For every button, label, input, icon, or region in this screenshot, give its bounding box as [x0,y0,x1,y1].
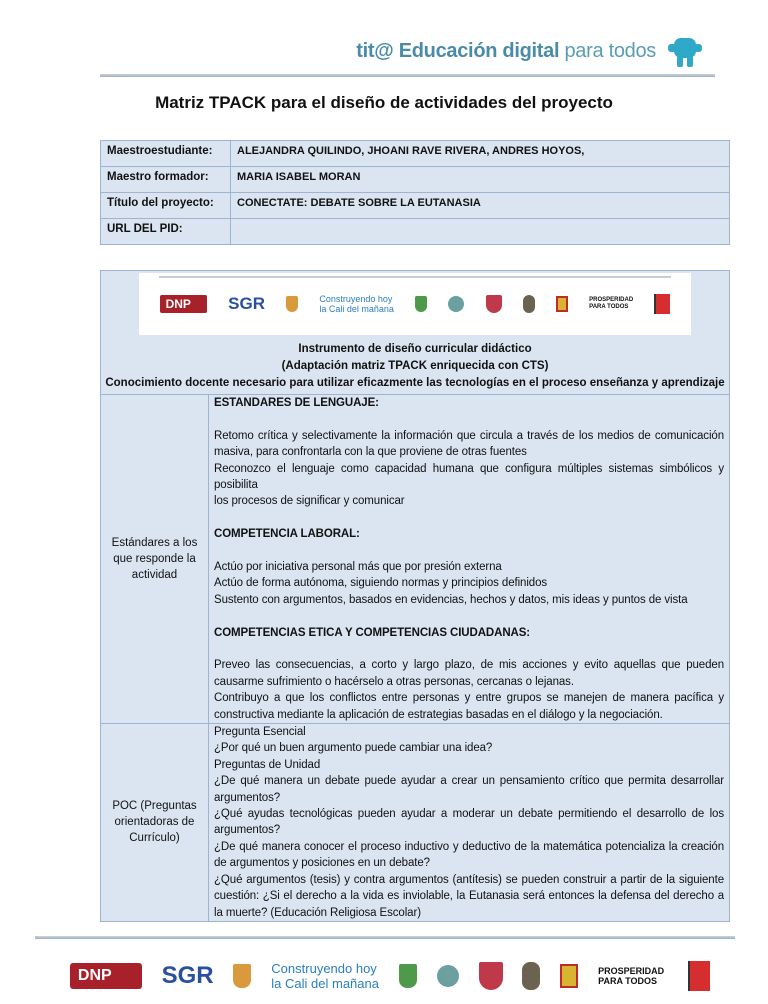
table-row [101,193,730,219]
standard-item: Reconozco el lenguaje como capacidad humana que configura múltiples sistemas simbólicos y posibilita [214,462,724,492]
info-label: Título del proyecto: [101,193,231,219]
info-label: URL DEL PID: [101,219,231,245]
cali-shield-logo [233,964,251,988]
instrument-header [101,335,729,394]
dagua-logo [448,296,464,312]
info-label: Maestro formador: [101,167,231,193]
standards-content [209,395,730,724]
project-info-table [100,140,730,245]
brand-text-digital: digital [502,40,560,62]
dnp-logo: DNP [160,295,207,313]
table-row [101,271,730,395]
valle-logo [399,964,417,988]
mascot-icon [668,36,702,68]
poc-line: Pregunta Esencial [214,726,306,739]
cali-text-2: la Cali del mañana [271,976,379,992]
instrument-subtitle: (Adaptación matriz TPACK enriquecida con CTS) [281,360,549,372]
section-heading: ESTANDARES DE LENGUAJE: [214,397,379,409]
standard-item: Preveo las consecuencias, a corto y largo plazo, de mis acciones y evito aquellas que pueden causarme sufrimiento o hacérselo a otras personas, cercanas o lejanas. [214,659,724,688]
yumbo-logo [560,964,578,988]
shield-logo [486,295,502,313]
shield-logo [479,962,503,990]
standard-item: Actúo de forma autónoma, siguiendo normas y principios definidos [214,577,548,590]
cali-logo [319,294,394,314]
info-label: Maestroestudiante: [101,141,231,167]
table-row [101,395,730,724]
section-heading: COMPETENCIAS ETICA Y COMPETENCIAS CIUDADANAS: [214,626,531,639]
poc-line: ¿Qué ayudas tecnológicas pueden ayudar a moderar un debate permitiendo el desarrollo de los argumentos? [214,808,724,837]
yumbo-logo [556,296,568,312]
poc-line: ¿Por qué un buen argumento puede cambiar una idea? [214,742,493,755]
section-heading: COMPETENCIA LABORAL: [214,528,360,541]
standard-item: Retomo crítica y selectivamente la información que circula a través de los medios de comunicación masiva, para confrontarla con la que proviene de otras fuentes [214,429,724,459]
dagua-logo [437,965,459,987]
poc-line: ¿Qué argumentos (tesis) y contra argumentos (antítesis) se pueden construir a partir de la siguiente cuestión: ¿Si el derecho a la vida es inviolable, la Eutanasia será entonces la defensa del derecho a la muerte? (Educación Religiosa Escolar) [214,873,724,919]
brand-text-light: para todos [564,40,656,62]
table-row [101,219,730,245]
cali-shield-logo [286,296,298,312]
owl-logo [522,962,540,990]
univalle-logo [654,294,670,314]
univalle-logo [688,961,710,991]
instrument-description: Conocimiento docente necesario para utilizar eficazmente las tecnologías en el proceso enseñanza y aprendizaje [105,377,725,389]
brand-text: tit@ Educación [356,40,498,62]
main-flow [77,270,730,1004]
table-row [101,724,730,922]
poc-line: ¿De qué manera conocer el proceso inductivo y deductivo de la matemática potencializa la creación de argumentos y posiciones en un debate? [214,840,724,870]
info-value: ALEJANDRA QUILINDO, JHOANI RAVE RIVERA, ANDRES HOYOS, [231,141,730,167]
instrument-title: Instrumento de diseño curricular didáctico [298,343,532,355]
sponsor-logos [139,273,691,335]
table-row [101,141,730,167]
prosperidad-logo: PROSPERIDAD PARA TODOS [589,297,634,310]
info-value: MARIA ISABEL MORAN [231,167,730,193]
cali-text-2: la Cali del mañana [319,304,394,314]
header-divider [100,74,715,77]
standard-item: Actúo por iniciativa personal más que por presión externa [214,561,502,574]
brand-logo [356,40,656,63]
sgr-logo: SGR [228,294,265,313]
info-value [231,219,730,245]
standards-label: Estándares a los que responde la actividad [101,395,209,724]
standard-item: Sustento con argumentos, basados en evidencias, hechos y datos, mis ideas y puntos de vista [214,593,688,606]
footer-divider [35,936,735,939]
footer-logos [50,949,730,1004]
poc-line: ¿De qué manera un debate puede ayudar a crear un pensamiento crítico que permita desarrollar argumentos? [214,775,724,804]
page-title: Matriz TPACK para el diseño de actividades del proyecto [155,93,613,112]
info-value: CONECTATE: DEBATE SOBRE LA EUTANASIA [231,193,730,219]
poc-label: POC (Preguntas orientadoras de Currículo) [101,724,209,922]
cali-logo [271,961,379,991]
tpack-matrix-table [100,270,730,922]
owl-logo [523,295,535,313]
prosperidad-logo: PROSPERIDAD PARA TODOS [598,966,665,987]
poc-content [209,724,730,922]
cali-text-1: Construyendo hoy [271,961,377,977]
standard-item: Contribuyo a que los conflictos entre personas y entre grupos se manejen de manera pacífica y constructiva mediante la aplicación de estrategias basadas en el diálogo y la negociación. [214,692,724,721]
standard-item: los procesos de significar y comunicar [214,495,405,508]
valle-logo [415,296,427,312]
cali-text-1: Construyendo hoy [319,294,393,304]
dnp-logo: DNP [70,963,142,989]
table-row [101,167,730,193]
poc-line: Preguntas de Unidad [214,758,321,771]
sgr-logo: SGR [161,962,214,990]
